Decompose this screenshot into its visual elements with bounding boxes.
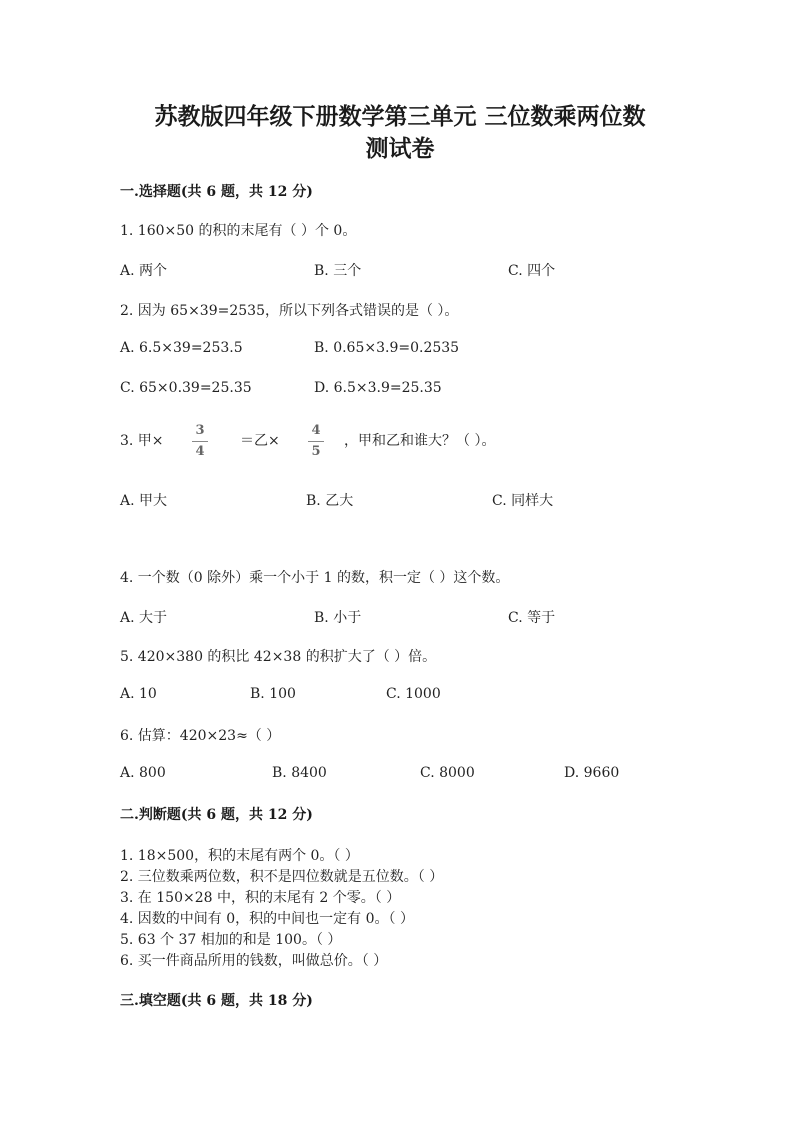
judge-item: 5. 63 个 37 相加的和是 100。（ ） — [120, 932, 342, 948]
q6-option-d: D. 9660 — [564, 765, 620, 781]
fraction-bar — [308, 441, 324, 442]
question-5: 5. 420×380 的积比 42×38 的积扩大了（ ）倍。 — [120, 649, 437, 665]
question-3-part-c: ，甲和乙和谁大？（ ）。 — [344, 433, 496, 449]
q6-option-c: C. 8000 — [420, 765, 475, 781]
q6-option-a: A. 800 — [120, 765, 166, 781]
q3-option-c: C. 同样大 — [492, 493, 554, 509]
fraction-three-quarters — [191, 423, 209, 460]
q4-option-c: C. 等于 — [508, 610, 556, 626]
q6-option-b: B. 8400 — [272, 765, 327, 781]
judge-item: 2. 三位数乘两位数，积不是四位数就是五位数。（ ） — [120, 869, 444, 885]
judge-item: 1. 18×500，积的末尾有两个 0。（ ） — [120, 848, 359, 864]
section-heading-judge: 二.判断题(共 6 题，共 12 分) — [120, 807, 313, 823]
q3-option-b: B. 乙大 — [306, 493, 354, 509]
q2-option-d: D. 6.5×3.9=25.35 — [314, 380, 442, 396]
judge-item: 4. 因数的中间有 0，积的中间也一定有 0。（ ） — [120, 911, 414, 927]
page-title-line2: 测试卷 — [365, 135, 435, 162]
judge-item: 6. 买一件商品所用的钱数，叫做总价。（ ） — [120, 953, 388, 969]
q5-option-c: C. 1000 — [386, 686, 441, 702]
fraction-four-fifths — [307, 423, 325, 460]
judge-item: 3. 在 150×28 中，积的末尾有 2 个零。（ ） — [120, 890, 401, 906]
q1-option-a: A. 两个 — [120, 263, 168, 279]
page-title: 苏教版四年级下册数学第三单元 三位数乘两位数 — [154, 103, 646, 130]
question-3-part-a: 3. 甲× — [120, 433, 164, 449]
fraction-bar — [192, 441, 208, 442]
q4-option-b: B. 小于 — [314, 610, 362, 626]
question-4: 4. 一个数（0 除外）乘一个小于 1 的数，积一定（ ）这个数。 — [120, 570, 510, 586]
section-heading-fill: 三.填空题(共 6 题，共 18 分) — [120, 993, 313, 1009]
fraction-numerator: 4 — [311, 423, 321, 438]
question-2: 2. 因为 65×39=2535，所以下列各式错误的是（ ）。 — [120, 303, 459, 319]
section-heading-choice: 一.选择题(共 6 题，共 12 分) — [120, 184, 313, 200]
fraction-numerator: 3 — [195, 423, 205, 438]
q5-option-b: B. 100 — [250, 686, 296, 702]
q2-option-b: B. 0.65×3.9=0.2535 — [314, 340, 460, 356]
question-6: 6. 估算：420×23≈（ ） — [120, 728, 281, 744]
q1-option-b: B. 三个 — [314, 263, 362, 279]
q3-option-a: A. 甲大 — [120, 493, 168, 509]
fraction-denominator: 5 — [311, 444, 321, 459]
fraction-denominator: 4 — [195, 444, 205, 459]
q2-option-a: A. 6.5×39=253.5 — [120, 340, 243, 356]
q4-option-a: A. 大于 — [120, 610, 168, 626]
q1-option-c: C. 四个 — [508, 263, 556, 279]
question-1: 1. 160×50 的积的末尾有（ ）个 0。 — [120, 223, 357, 239]
q5-option-a: A. 10 — [120, 686, 157, 702]
question-3-part-b: ＝乙× — [240, 433, 280, 449]
q2-option-c: C. 65×0.39=25.35 — [120, 380, 252, 396]
